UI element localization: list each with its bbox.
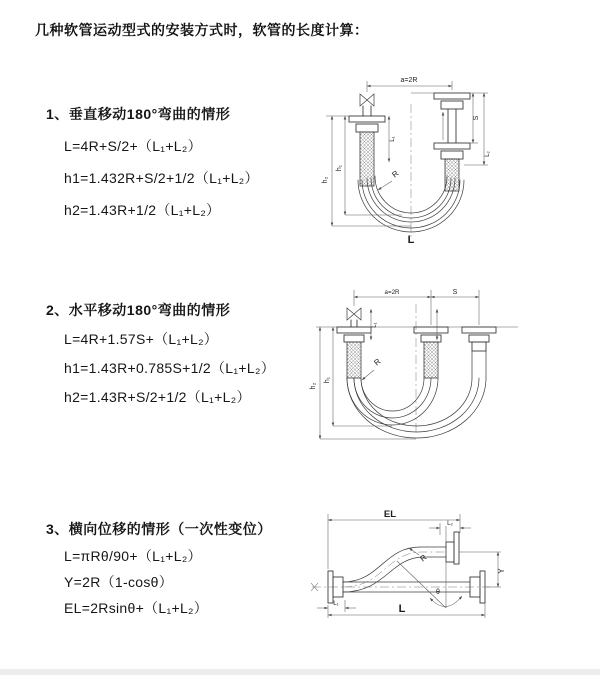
dim-label-span: a=2R	[400, 77, 418, 84]
flange	[434, 143, 470, 149]
dimension-fitting-left	[371, 309, 378, 340]
dim-label-theta: θ	[436, 589, 440, 596]
dimension-fitting-left	[317, 600, 356, 612]
hose-collar	[472, 342, 486, 351]
radius-leader	[362, 357, 383, 380]
diagram-horizontal-travel-180-bend	[306, 282, 596, 457]
dimension-stroke	[431, 289, 479, 297]
dim-label-fitting-left: L₁	[333, 600, 339, 607]
dim-label-h-outer: h₂	[322, 176, 329, 184]
braided-hose	[347, 342, 361, 378]
formula-line: h1=1.43R+0.785S+1/2（L₁+L₂）	[64, 360, 275, 376]
dim-label-fitting-right: L₂	[484, 151, 491, 157]
dimension-span	[367, 77, 452, 92]
dimension-fitting-right	[429, 520, 471, 535]
braided-hose	[445, 159, 459, 191]
angle-construction	[397, 526, 462, 608]
scan-edge	[0, 669, 600, 675]
dim-label-stroke: S	[452, 289, 458, 296]
flange	[421, 335, 441, 342]
formula-line: h1=1.432R+S/2+1/2（L₁+L₂）	[64, 170, 259, 186]
dim-label-h-inner: h₁	[336, 164, 343, 172]
diagram-lateral-displacement	[300, 502, 600, 652]
flange	[469, 335, 489, 342]
flange	[349, 116, 385, 122]
flange	[337, 327, 371, 333]
formula-line: h2=1.43R+S/2+1/2（L₁+L₂）	[64, 389, 251, 405]
hose-u-bend-position2	[347, 351, 486, 438]
dim-label-radius: R	[418, 552, 429, 564]
left-pipe-assembly	[349, 106, 385, 186]
dimension-fitting-left	[389, 116, 396, 162]
dimension-length	[328, 603, 485, 618]
section-lateral-displacement	[46, 519, 272, 621]
formula-line: h2=1.43R+1/2（L₁+L₂）	[64, 202, 221, 218]
dim-label-fitting-left: L₁	[389, 136, 396, 142]
formula-line: L=πRθ/90+（L₁+L₂）	[64, 548, 202, 564]
valve-icon	[360, 94, 374, 106]
dim-label-radius: R	[372, 356, 383, 368]
section-horizontal-travel	[46, 300, 275, 412]
document-title: 几种软管运动型式的安装方式时，软管的长度计算：	[35, 22, 369, 38]
dimension-span	[354, 289, 479, 325]
flange	[441, 151, 463, 159]
formula-line: L=4R+1.57S+（L₁+L₂）	[64, 331, 219, 347]
radius-leader	[409, 548, 429, 563]
left-pipe-assembly	[337, 320, 371, 378]
dim-label-fitting-right: L₂	[447, 520, 453, 527]
flange	[441, 101, 463, 109]
formula-line: L=4R+S/2+（L₁+L₂）	[64, 138, 202, 154]
dim-label-length: L	[398, 603, 406, 615]
dim-label-el: EL	[383, 509, 397, 520]
flange	[462, 327, 496, 333]
dim-label-h-outer: h₂	[310, 382, 317, 390]
right-pipe-assembly	[462, 327, 496, 351]
dim-label-y: Y	[497, 568, 506, 574]
dim-label-radius: R	[390, 168, 401, 180]
diagram-vertical-travel-180-bend	[312, 68, 592, 260]
section-1-heading: 1、垂直移动180°弯曲的情形	[46, 106, 231, 122]
middle-pipe-assembly	[414, 327, 448, 378]
dim-label-span: a=2R	[384, 289, 400, 296]
braided-hose	[424, 342, 438, 378]
right-pipe-assembly	[434, 93, 470, 191]
hose-u-bend-position1	[347, 378, 438, 425]
dim-label-stroke: S	[473, 115, 480, 121]
dim-label-h-inner: h₁	[324, 376, 331, 384]
dimension-stroke	[470, 93, 488, 143]
dimension-el	[328, 509, 460, 569]
valve-icon	[347, 308, 361, 320]
dimension-fitting-right	[443, 93, 491, 165]
flange	[414, 327, 448, 333]
section-3-heading: 3、横向位移的情形（一次性变位）	[46, 521, 272, 537]
section-2-heading: 2、水平移动180°弯曲的情形	[46, 302, 231, 318]
section-vertical-travel	[46, 104, 259, 226]
radius-leader	[378, 169, 401, 190]
hose-s-curve	[343, 547, 446, 592]
flange	[356, 124, 378, 132]
formula-line: Y=2R（1-cosθ）	[64, 574, 174, 590]
formula-line: EL=2Rsinθ+（L₁+L₂）	[64, 600, 209, 616]
flange	[344, 335, 364, 342]
dim-label-fitting-left: L₁	[371, 322, 378, 328]
upper-flange	[446, 532, 459, 564]
dim-label-length: L	[407, 234, 415, 246]
flange	[434, 93, 470, 99]
